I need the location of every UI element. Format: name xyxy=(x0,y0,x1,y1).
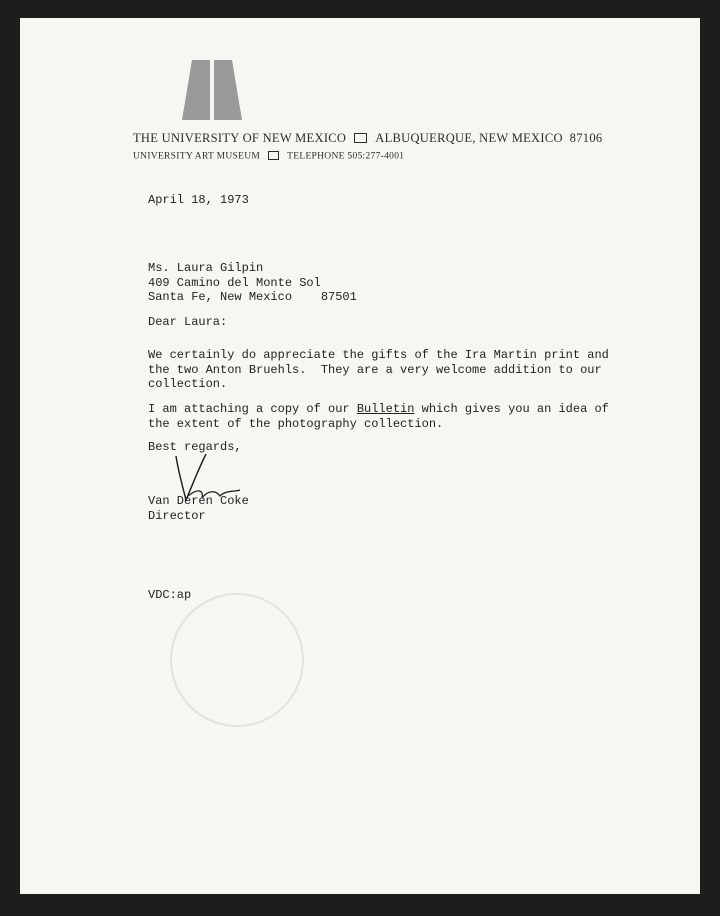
body-text: I am attaching a copy of our xyxy=(148,402,357,416)
letter-date: April 18, 1973 xyxy=(148,193,249,207)
body-paragraph-2 xyxy=(148,402,609,431)
body-paragraph-1 xyxy=(148,348,609,392)
body-line: the two Anton Bruehls. They are a very welcome addition to our xyxy=(148,362,602,377)
recipient-line: Santa Fe, New Mexico 87501 xyxy=(148,290,357,304)
letterhead-line-1 xyxy=(133,131,602,146)
signer-name: Van Deren Coke xyxy=(148,494,249,508)
box-separator-icon xyxy=(354,133,367,143)
letterhead-line-2 xyxy=(133,151,404,162)
university-logo xyxy=(180,58,244,122)
recipient-line: 409 Camino del Monte Sol xyxy=(148,275,321,290)
body-line: collection. xyxy=(148,377,228,391)
body-line: We certainly do appreciate the gifts of the Ira Martin print and xyxy=(148,348,609,362)
body-line: the extent of the photography collection. xyxy=(148,416,444,431)
closing: Best regards, xyxy=(148,440,242,454)
bleed-through-seal xyxy=(170,593,304,727)
box-separator-icon xyxy=(268,151,279,160)
salutation: Dear Laura: xyxy=(148,315,228,329)
bulletin-title: Bulletin xyxy=(356,402,415,416)
city-state: ALBUQUERQUE, NEW MEXICO xyxy=(375,131,563,145)
body-text: which gives you an idea of xyxy=(414,402,609,416)
recipient-address xyxy=(148,261,357,305)
signature-block xyxy=(148,494,249,523)
telephone: TELEPHONE 505:277-4001 xyxy=(287,151,405,162)
university-name: THE UNIVERSITY OF NEW MEXICO xyxy=(133,131,347,145)
museum-name: UNIVERSITY ART MUSEUM xyxy=(133,151,261,162)
reference-initials: VDC:ap xyxy=(148,588,192,602)
signer-title: Director xyxy=(148,508,206,523)
letter-sheet xyxy=(20,18,700,894)
zip-code: 87106 xyxy=(569,131,603,145)
recipient-line: Ms. Laura Gilpin xyxy=(148,261,264,275)
